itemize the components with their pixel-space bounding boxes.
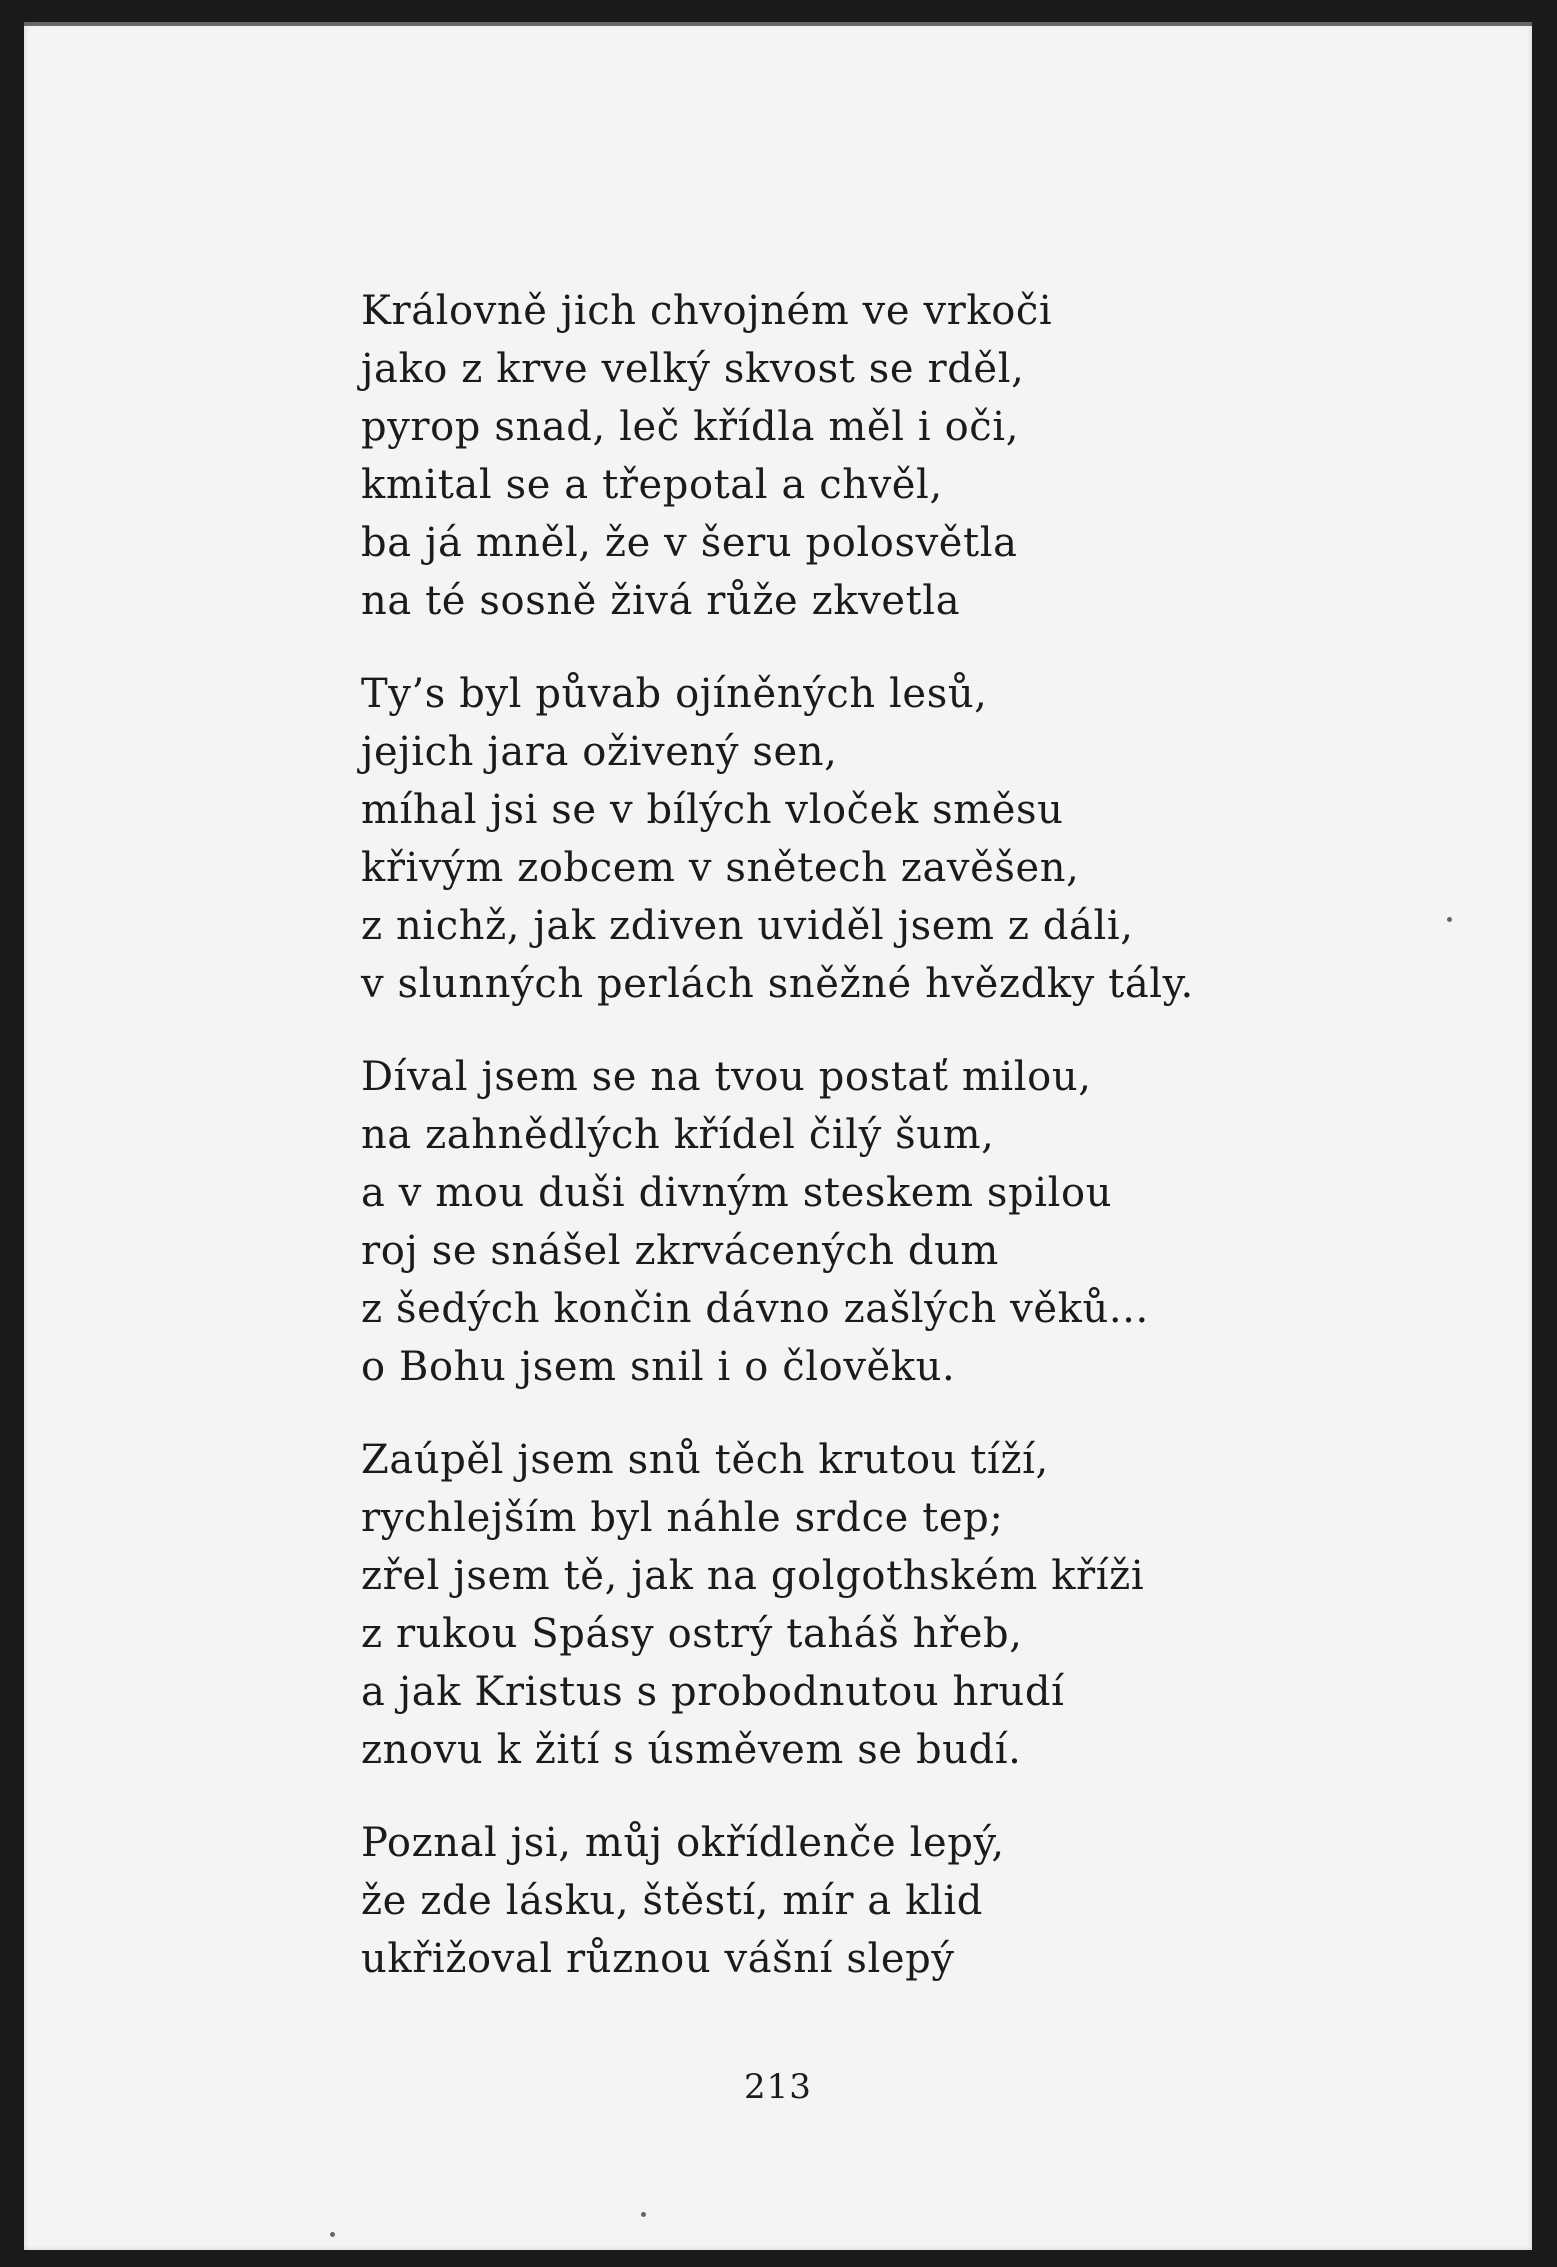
poem-text: [361, 282, 1461, 2023]
verse-line: Zaúpěl jsem snů těch krutou tíží,: [361, 1437, 1049, 1483]
scan-speck: [330, 2232, 335, 2237]
verse-line: ba já mněl, že v šeru polosvětla: [361, 520, 1018, 566]
verse-line: křivým zobcem v snětech zavěšen,: [361, 845, 1080, 891]
verse-line: o Bohu jsem snil i o člověku.: [361, 1344, 956, 1390]
verse-line: z nichž, jak zdiven uviděl jsem z dáli,: [361, 903, 1134, 949]
verse-line: z rukou Spásy ostrý taháš hřeb,: [361, 1611, 1023, 1657]
verse-line: znovu k žití s úsměvem se budí.: [361, 1727, 1022, 1773]
verse-line: že zde lásku, štěstí, mír a klid: [361, 1878, 983, 1924]
verse-line: v slunných perlách sněžné hvězdky tály.: [361, 961, 1194, 1007]
stanza-2: [361, 665, 1461, 1013]
verse-line: jako z krve velký skvost se rděl,: [361, 346, 1025, 392]
verse-line: Poznal jsi, můj okřídlenče lepý,: [361, 1820, 1005, 1866]
verse-line: z šedých končin dávno zašlých věků...: [361, 1286, 1149, 1332]
verse-line: Královně jich chvojném ve vrkoči: [361, 288, 1053, 334]
stanza-1: [361, 282, 1461, 630]
verse-line: jejich jara oživený sen,: [361, 729, 838, 775]
stanza-4: [361, 1431, 1461, 1779]
stanza-5: [361, 1814, 1461, 1988]
verse-line: zřel jsem tě, jak na golgothském kříži: [361, 1553, 1145, 1599]
verse-line: na zahnědlých křídel čilý šum,: [361, 1112, 995, 1158]
book-page: [24, 22, 1532, 2250]
verse-line: a v mou duši divným steskem spilou: [361, 1170, 1113, 1216]
scan-speck: [1447, 917, 1452, 922]
verse-line: Ty’s byl půvab ojíněných lesů,: [361, 671, 988, 717]
verse-line: kmital se a třepotal a chvěl,: [361, 462, 943, 508]
verse-line: roj se snášel zkrvácených dum: [361, 1228, 999, 1274]
top-edge-shadow: [24, 22, 1532, 26]
verse-line: na té sosně živá růže zkvetla: [361, 578, 961, 624]
verse-line: míhal jsi se v bílých vloček směsu: [361, 787, 1064, 833]
scan-speck: [641, 2212, 646, 2217]
stanza-3: [361, 1048, 1461, 1396]
verse-line: rychlejším byl náhle srdce tep;: [361, 1495, 1004, 1541]
page-number: 213: [744, 2067, 812, 2107]
verse-line: Díval jsem se na tvou postať milou,: [361, 1054, 1092, 1100]
verse-line: ukřižoval různou vášní slepý: [361, 1936, 955, 1982]
verse-line: a jak Kristus s probodnutou hrudí: [361, 1669, 1065, 1715]
verse-line: pyrop snad, leč křídla měl i oči,: [361, 404, 1020, 450]
